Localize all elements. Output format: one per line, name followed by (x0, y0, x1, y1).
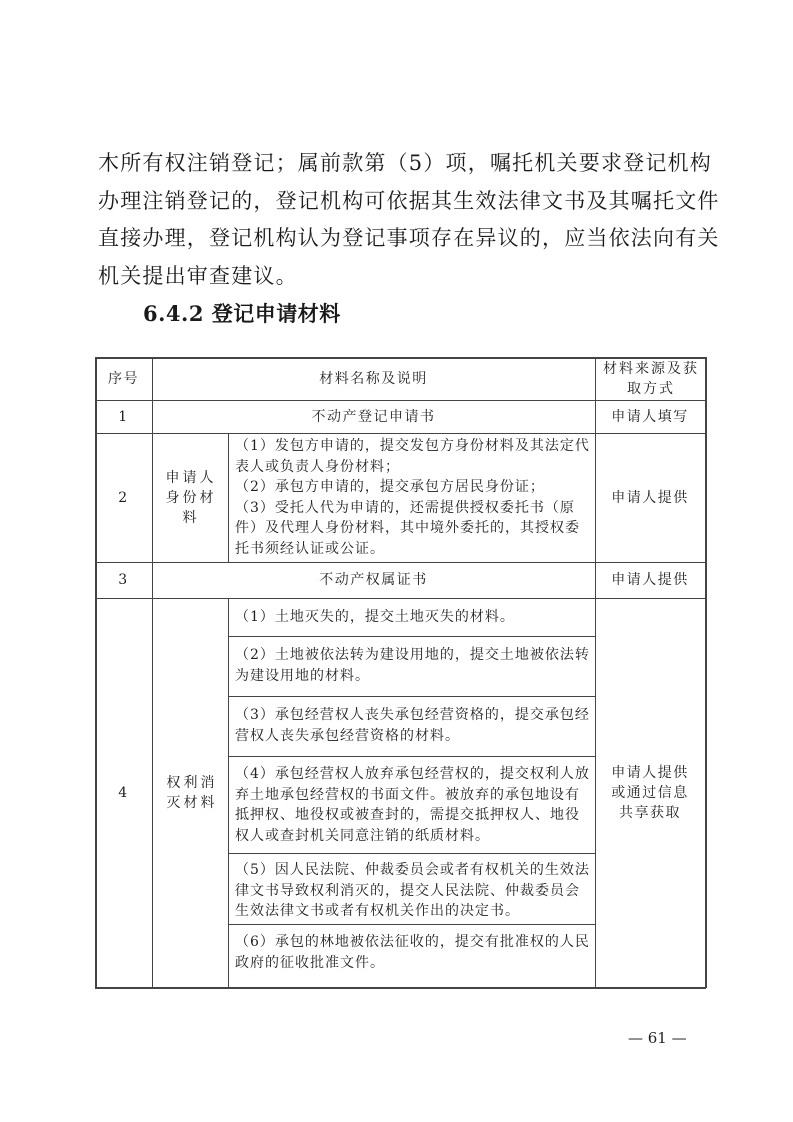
table-subrule (228, 756, 595, 757)
row-1-source: 申请人填写 (611, 408, 689, 425)
table-border-bottom (95, 987, 706, 989)
row-4-item: （1）土地灭失的，提交土地灭失的材料。 (235, 609, 515, 625)
page-number: — 61 — (628, 1029, 687, 1047)
row-2-source: 申请人提供 (611, 489, 689, 506)
materials-table (95, 357, 706, 988)
header-name: 材料名称及说明 (319, 370, 428, 387)
row-2-item: （2）承包方申请的，提交承包方居民身份证； (235, 479, 545, 495)
table-subrule (228, 924, 595, 925)
body-paragraph (98, 145, 720, 295)
row-2-items (235, 436, 591, 559)
row-3-source: 申请人提供 (611, 572, 689, 588)
table-border-right (705, 357, 707, 988)
table-subrule (228, 696, 595, 697)
row-4-item: （3）承包经营权人丧失承包经营资格的，提交承包经营权人丧失承包经营资格的材料。 (235, 707, 590, 744)
table-col-rule (228, 598, 229, 988)
body-line: 办理注销登记的，登记机构可依据其生效法律文书及其嘱托文件 (98, 188, 720, 213)
table-col-rule (152, 357, 153, 988)
body-line: 直接办理，登记机构认为登记事项存在异议的，应当依法向有关 (98, 226, 720, 250)
row-3-name: 不动产权属证书 (319, 572, 428, 588)
row-2-item: （1）发包方申请的，提交发包方身份材料及其法定代表人或负责人身份材料； (235, 438, 590, 475)
row-2-item: （3）受托人代为申请的，还需提供授权委托书（原件）及代理人身份材料，其中境外委托的，其授权委托书须经认证或公证。 (235, 499, 580, 557)
row-4-item: （2）土地被依法转为建设用地的，提交土地被依法转为建设用地的材料。 (235, 647, 590, 684)
row-2-category: 申请人身份材料 (165, 469, 217, 526)
row-1-name: 不动产登记申请书 (311, 408, 436, 425)
row-4-category: 权利消灭材料 (166, 774, 218, 811)
row-3-seq: 3 (118, 572, 129, 588)
section-heading: 6.4.2 登记申请材料 (143, 301, 341, 326)
header-seq: 序号 (108, 370, 139, 387)
row-4-seq: 4 (118, 784, 129, 801)
body-line: 机关提出审查建议。 (98, 263, 298, 288)
row-4-item: （6）承包的林地被依法征收的，提交有批准权的人民政府的征收批准文件。 (235, 934, 590, 971)
row-1-seq: 1 (118, 408, 129, 425)
body-line: 木所有权注销登记；属前款第（5）项，嘱托机关要求登记机构 (98, 151, 712, 175)
header-source: 材料来源及获取方式 (603, 360, 699, 397)
row-4-item: （5）因人民法院、仲裁委员会或者有权机关的生效法律文书导致权利消灭的，提交人民法院、仲裁委员会生效法律文书或者有权机关作出的决定书。 (235, 862, 590, 919)
row-4-source: 申请人提供或通过信息共享获取 (611, 764, 689, 821)
row-2-seq: 2 (118, 489, 129, 506)
table-col-rule (228, 433, 229, 562)
table-subrule (228, 636, 595, 637)
table-subrule (228, 853, 595, 854)
row-4-item: （4）承包经营权人放弃承包经营权的，提交权利人放弃土地承包经营权的书面文件。被放弃的承包地设有抵押权、地役权或被查封的，需提交抵押权人、地役权人或查封机关同意注销的纸质材料。 (235, 766, 590, 844)
